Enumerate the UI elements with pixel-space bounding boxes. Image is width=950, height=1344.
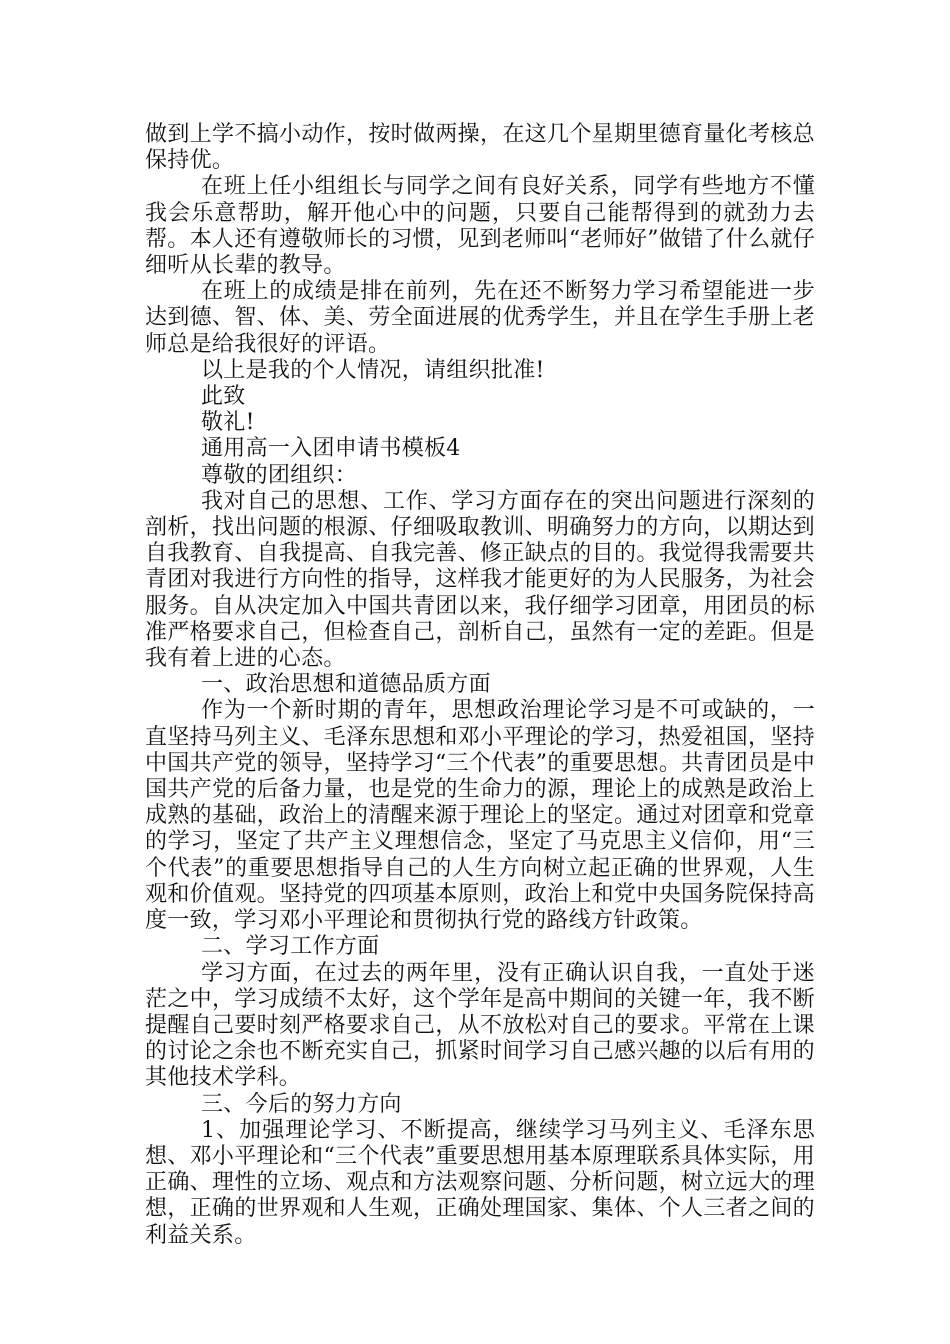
section-heading: 三、今后的努力方向 xyxy=(201,1091,402,1117)
paragraph: 1、加强理论学习、不断提高，继续学习马列主义、毛泽东思想、邓小平理论和“三个代表”重要思想用基本原理联系具体实际，用正确、理性的立场、观点和方法观察问题、分析问题，树立远大的理想，正确的世界观和人生观，正确处理国家、集体、个人三者之间的利益关系。 xyxy=(145,1117,815,1248)
paragraph: 学习方面，在过去的两年里，没有正确认识自我，一直处于迷茫之中，学习成绩不太好，这个学年是高中期间的关键一年，我不断提醒自己要时刻严格要求自己，从不放松对自己的要求。平常在上课的讨论之余也不断充实自己，抓紧时间学习自己感兴趣的以后有用的其他技术学科。 xyxy=(145,960,815,1091)
section-title: 通用高一入团申请书模板4 xyxy=(201,436,461,462)
document-body xyxy=(145,122,815,1249)
paragraph: 在班上的成绩是排在前列，先在还不断努力学习希望能进一步达到德、智、体、美、劳全面进展的优秀学生，并且在学生手册上老师总是给我很好的评语。 xyxy=(145,279,815,357)
paragraph: 在班上任小组组长与同学之间有良好关系，同学有些地方不懂我会乐意帮助，解开他心中的问题，只要自己能帮得到的就劲力去帮。本人还有遵敬师长的习惯，见到老师叫“老师好”做错了什么就仔细听从长辈的教导。 xyxy=(145,174,815,279)
paragraph: 作为一个新时期的青年，思想政治理论学习是不可或缺的，一直坚持马列主义、毛泽东思想和邓小平理论的学习，热爱祖国，坚持中国共产党的领导，坚持学习“三个代表”的重要思想。共青团员是中国共产党的后备力量，也是党的生命力的源，理论上的成熟是政治上成熟的基础，政治上的清醒来源于理论上的坚定。通过对团章和党章的学习，坚定了共产主义理想信念，坚定了马克思主义信仰，用“三个代表”的重要思想指导自己的人生方向树立起正确的世界观，人生观和价值观。坚持党的四项基本原则，政治上和党中央国务院保持高度一致，学习邓小平理论和贯彻执行党的路线方针政策。 xyxy=(145,698,815,934)
paragraph: 我对自己的思想、工作、学习方面存在的突出问题进行深刻的剖析，找出问题的根源、仔细吸取教训、明确努力的方向，以期达到自我教育、自我提高、自我完善、修正缺点的目的。我觉得我需要共青团对我进行方向性的指导，这样我才能更好的为人民服务，为社会服务。自从决定加入中国共青团以来，我仔细学习团章，用团员的标准严格要求自己，但检查自己，剖析自己，虽然有一定的差距。但是我有着上进的心态。 xyxy=(145,488,815,672)
closing-salutation: 此致 xyxy=(201,384,246,410)
greeting: 尊敬的团组织： xyxy=(201,462,358,488)
section-heading: 二、学习工作方面 xyxy=(201,934,380,960)
paragraph: 做到上学不搞小动作，按时做两操，在这几个星期里德育量化考核总保持优。 xyxy=(145,122,815,174)
section-heading: 一、政治思想和道德品质方面 xyxy=(201,672,491,698)
paragraph: 以上是我的个人情况，请组织批准! xyxy=(201,357,545,383)
closing-regards: 敬礼! xyxy=(201,410,255,436)
